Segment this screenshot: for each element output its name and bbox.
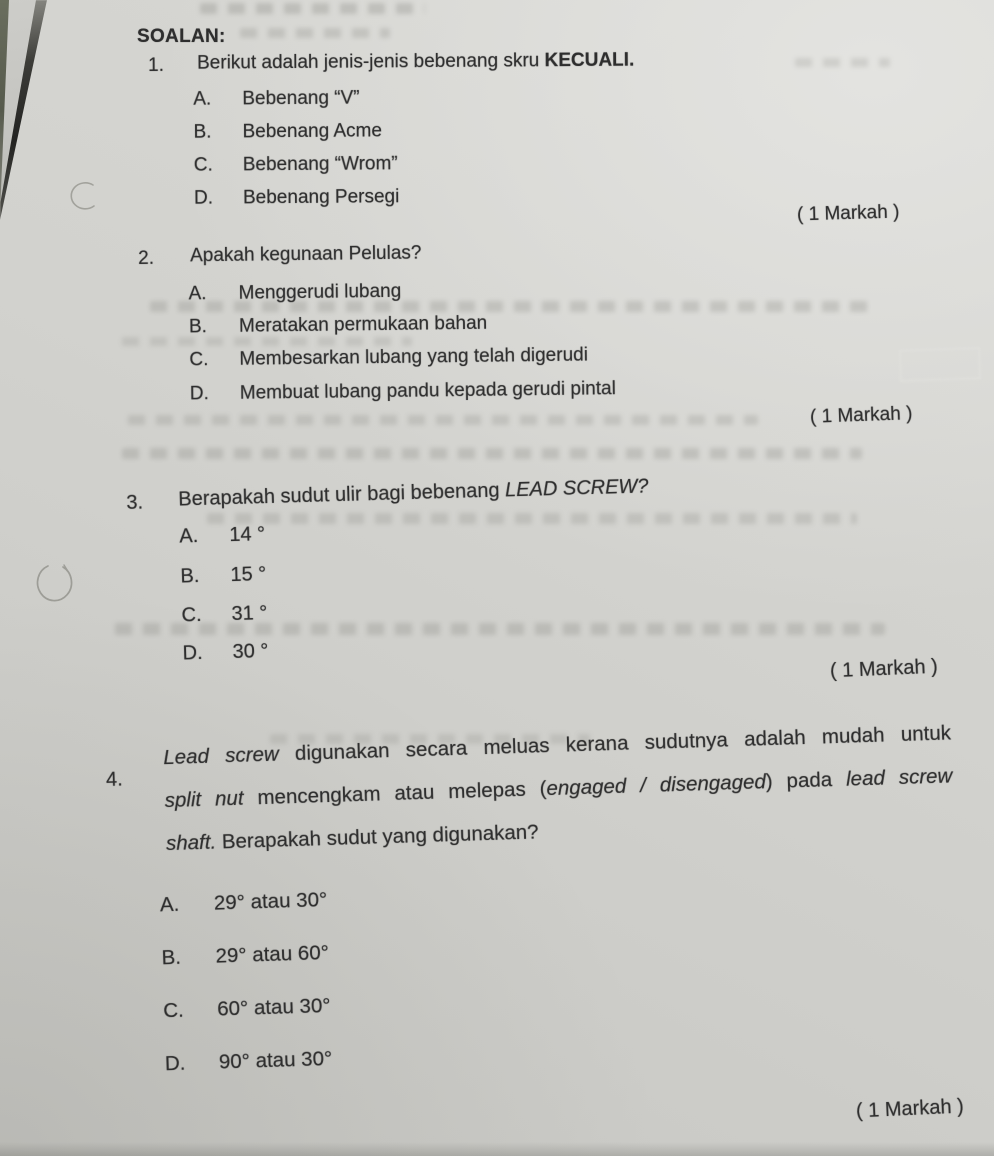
question-number: 1. bbox=[148, 54, 165, 76]
question-text-italic-run: split nut bbox=[164, 786, 244, 813]
question-text-run: Berikut adalah jenis-jenis bebenang skru bbox=[196, 50, 545, 74]
option-letter: C. bbox=[181, 603, 202, 627]
pencil-arc-mark bbox=[63, 181, 101, 215]
option-letter: B. bbox=[161, 945, 182, 970]
option-text: 60° atau 30° bbox=[216, 994, 331, 1021]
option-letter: B. bbox=[188, 316, 208, 338]
option-text: Membuat lubang pandu kepada gerudi pintal bbox=[239, 378, 616, 404]
bleed-through-mark bbox=[240, 28, 390, 38]
option-letter: D. bbox=[182, 641, 203, 665]
question-text-italic-run: LEAD SCREW? bbox=[504, 475, 649, 502]
question-text-italic-run: Lead screw bbox=[162, 742, 280, 770]
question-number: 3. bbox=[126, 491, 144, 514]
option-text: Membesarkan lubang yang telah digerudi bbox=[239, 344, 589, 370]
question-text: Apakah kegunaan Pelulas? bbox=[189, 242, 422, 267]
option-letter: D. bbox=[193, 187, 214, 209]
option-text: Menggerudi lubang bbox=[238, 280, 402, 304]
option-letter: D. bbox=[189, 383, 209, 405]
option-text: 31 ° bbox=[231, 602, 268, 626]
question-text-bold-run: KECUALI. bbox=[544, 49, 635, 72]
question-text-line bbox=[163, 721, 951, 770]
option-letter: A. bbox=[188, 283, 207, 305]
option-text: 29° atau 60° bbox=[215, 941, 330, 968]
question-text-run: Berapakah sudut yang digunakan? bbox=[215, 820, 539, 854]
bleed-through-mark bbox=[122, 448, 862, 459]
marks-label: ( 1 Markah ) bbox=[855, 1095, 965, 1123]
bleed-through-mark bbox=[128, 415, 758, 425]
question-text bbox=[197, 50, 634, 76]
page-title: SOALAN: bbox=[137, 26, 226, 47]
question-text-italic-run: shaft. bbox=[165, 830, 217, 856]
marks-label: ( 1 Markah ) bbox=[829, 655, 939, 683]
option-text: Bebenang Persegi bbox=[242, 186, 400, 209]
option-text: Bebenang Acme bbox=[242, 120, 383, 143]
question-text-run: mencengkam atau melepas ( bbox=[243, 777, 547, 810]
option-text: 90° atau 30° bbox=[218, 1047, 333, 1074]
question-number: 4. bbox=[105, 768, 124, 791]
question-number: 2. bbox=[138, 247, 155, 269]
question-text-run: Berapakah sudut ulir bagi bebenang bbox=[178, 479, 506, 511]
option-letter: C. bbox=[189, 349, 209, 371]
option-text: Meratakan permukaan bahan bbox=[238, 312, 488, 337]
question-block-4 bbox=[105, 720, 994, 1107]
option-text: Bebenang “V” bbox=[242, 87, 360, 110]
option-letter: A. bbox=[159, 892, 180, 917]
question-text-italic-run: lead screw bbox=[845, 764, 953, 791]
option-text: 29° atau 30° bbox=[213, 888, 328, 915]
option-letter: D. bbox=[164, 1051, 186, 1076]
option-letter: C. bbox=[162, 998, 185, 1023]
question-text-line bbox=[164, 764, 952, 813]
option-letter: B. bbox=[193, 121, 212, 143]
question-block-1 bbox=[148, 48, 909, 223]
option-letter: C. bbox=[193, 154, 213, 176]
option-text: Bebenang “Wrom” bbox=[242, 153, 398, 176]
option-letter: A. bbox=[179, 525, 199, 548]
option-text: 15 ° bbox=[230, 563, 267, 587]
marks-label: ( 1 Markah ) bbox=[809, 403, 913, 428]
bleed-through-mark bbox=[200, 3, 425, 14]
question-text-italic-run: engaged / disengaged bbox=[546, 770, 767, 801]
question-block-2 bbox=[138, 236, 920, 416]
question-text-line bbox=[166, 820, 539, 856]
option-letter: B. bbox=[180, 564, 200, 588]
bottom-edge-shadow bbox=[0, 1142, 994, 1156]
option-letter: A. bbox=[193, 88, 212, 110]
marks-label: ( 1 Markah ) bbox=[796, 201, 900, 226]
question-text-run: ) pada bbox=[765, 767, 847, 794]
question-block-3 bbox=[126, 467, 911, 679]
option-text: 30 ° bbox=[232, 640, 269, 664]
question-text bbox=[178, 474, 649, 511]
question-text-run: digunakan secara meluas kerana sudutnya adalah mudah untuk bbox=[278, 721, 952, 766]
option-text: 14 ° bbox=[229, 523, 266, 547]
pencil-circle-mark bbox=[34, 562, 78, 608]
